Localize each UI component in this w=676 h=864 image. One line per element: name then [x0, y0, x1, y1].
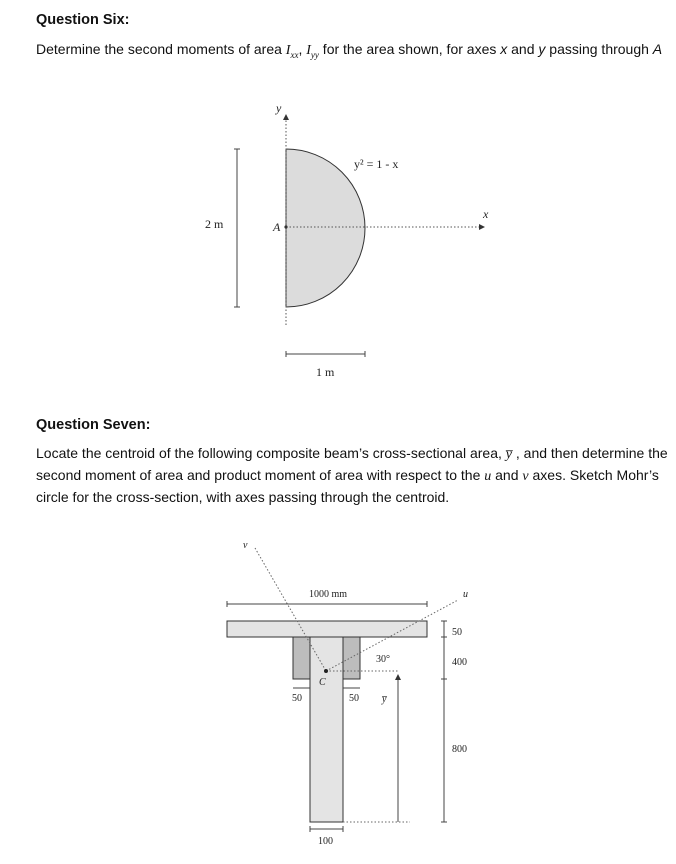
- x-axis-label: x: [483, 207, 489, 221]
- beam-flange: [227, 621, 427, 637]
- beam-web: [310, 637, 343, 822]
- flange-thickness-label: 50: [452, 627, 462, 638]
- q6-y: y: [538, 41, 546, 57]
- web-width-label: 100: [318, 836, 333, 847]
- question-seven-heading: Question Seven:: [36, 417, 151, 433]
- point-a-marker: [284, 225, 287, 228]
- q7-line1: Locate the centroid of the following composite beam’s cross-sectional area, y̅ , and then determine the: [36, 445, 668, 462]
- question-six-heading: Question Six:: [36, 12, 130, 28]
- beam-figure: [227, 540, 468, 847]
- beam-left-plate: [293, 637, 310, 679]
- q7-ybar: y̅: [505, 447, 512, 462]
- right-plate-dim-label: 50: [349, 693, 359, 704]
- y-axis-label: y: [276, 101, 282, 115]
- width-dim-label: 1 m: [316, 365, 335, 379]
- u-axis-label: u: [463, 589, 468, 600]
- plate-depth-label: 400: [452, 657, 467, 668]
- left-plate-dim-label: 50: [292, 693, 302, 704]
- semicircle-figure: [205, 101, 489, 379]
- centroid-marker: [324, 669, 328, 673]
- angle-label: 30°: [376, 654, 390, 665]
- q7-line2: second moment of area and product moment of area with respect to the u and v axes. Sketch Mohr’s: [36, 467, 659, 484]
- q6-comma: ,: [298, 41, 307, 57]
- semicircle-area: [286, 149, 365, 307]
- total-depth-label: 800: [452, 744, 467, 755]
- q7-u: u: [484, 469, 492, 484]
- q6-a: A: [652, 41, 663, 57]
- q6-x: x: [500, 41, 508, 57]
- q6-iyy: $I_{yy}$: [306, 43, 319, 60]
- height-dim-label: 2 m: [205, 217, 224, 231]
- q7-line3: circle for the cross-section, with axes passing through the centroid.: [36, 489, 450, 505]
- q6-text-mid: for the area shown, for axes: [318, 41, 501, 57]
- q6-ixx: $I_{xx}$: [285, 43, 299, 60]
- q6-and: and: [507, 41, 539, 57]
- beam-right-plate: [343, 637, 360, 679]
- curve-equation: y² = 1 - x: [354, 157, 399, 171]
- q6-text-end: passing through: [545, 41, 653, 57]
- v-axis-label: v: [243, 540, 248, 551]
- flange-width-label: 1000 mm: [309, 589, 348, 600]
- q6-text-pre: Determine the second moments of area: [36, 41, 286, 57]
- q7-v: v: [522, 469, 529, 484]
- centroid-label: C: [319, 677, 326, 688]
- point-a-label: A: [273, 220, 281, 234]
- ybar-label: y̅: [382, 694, 387, 705]
